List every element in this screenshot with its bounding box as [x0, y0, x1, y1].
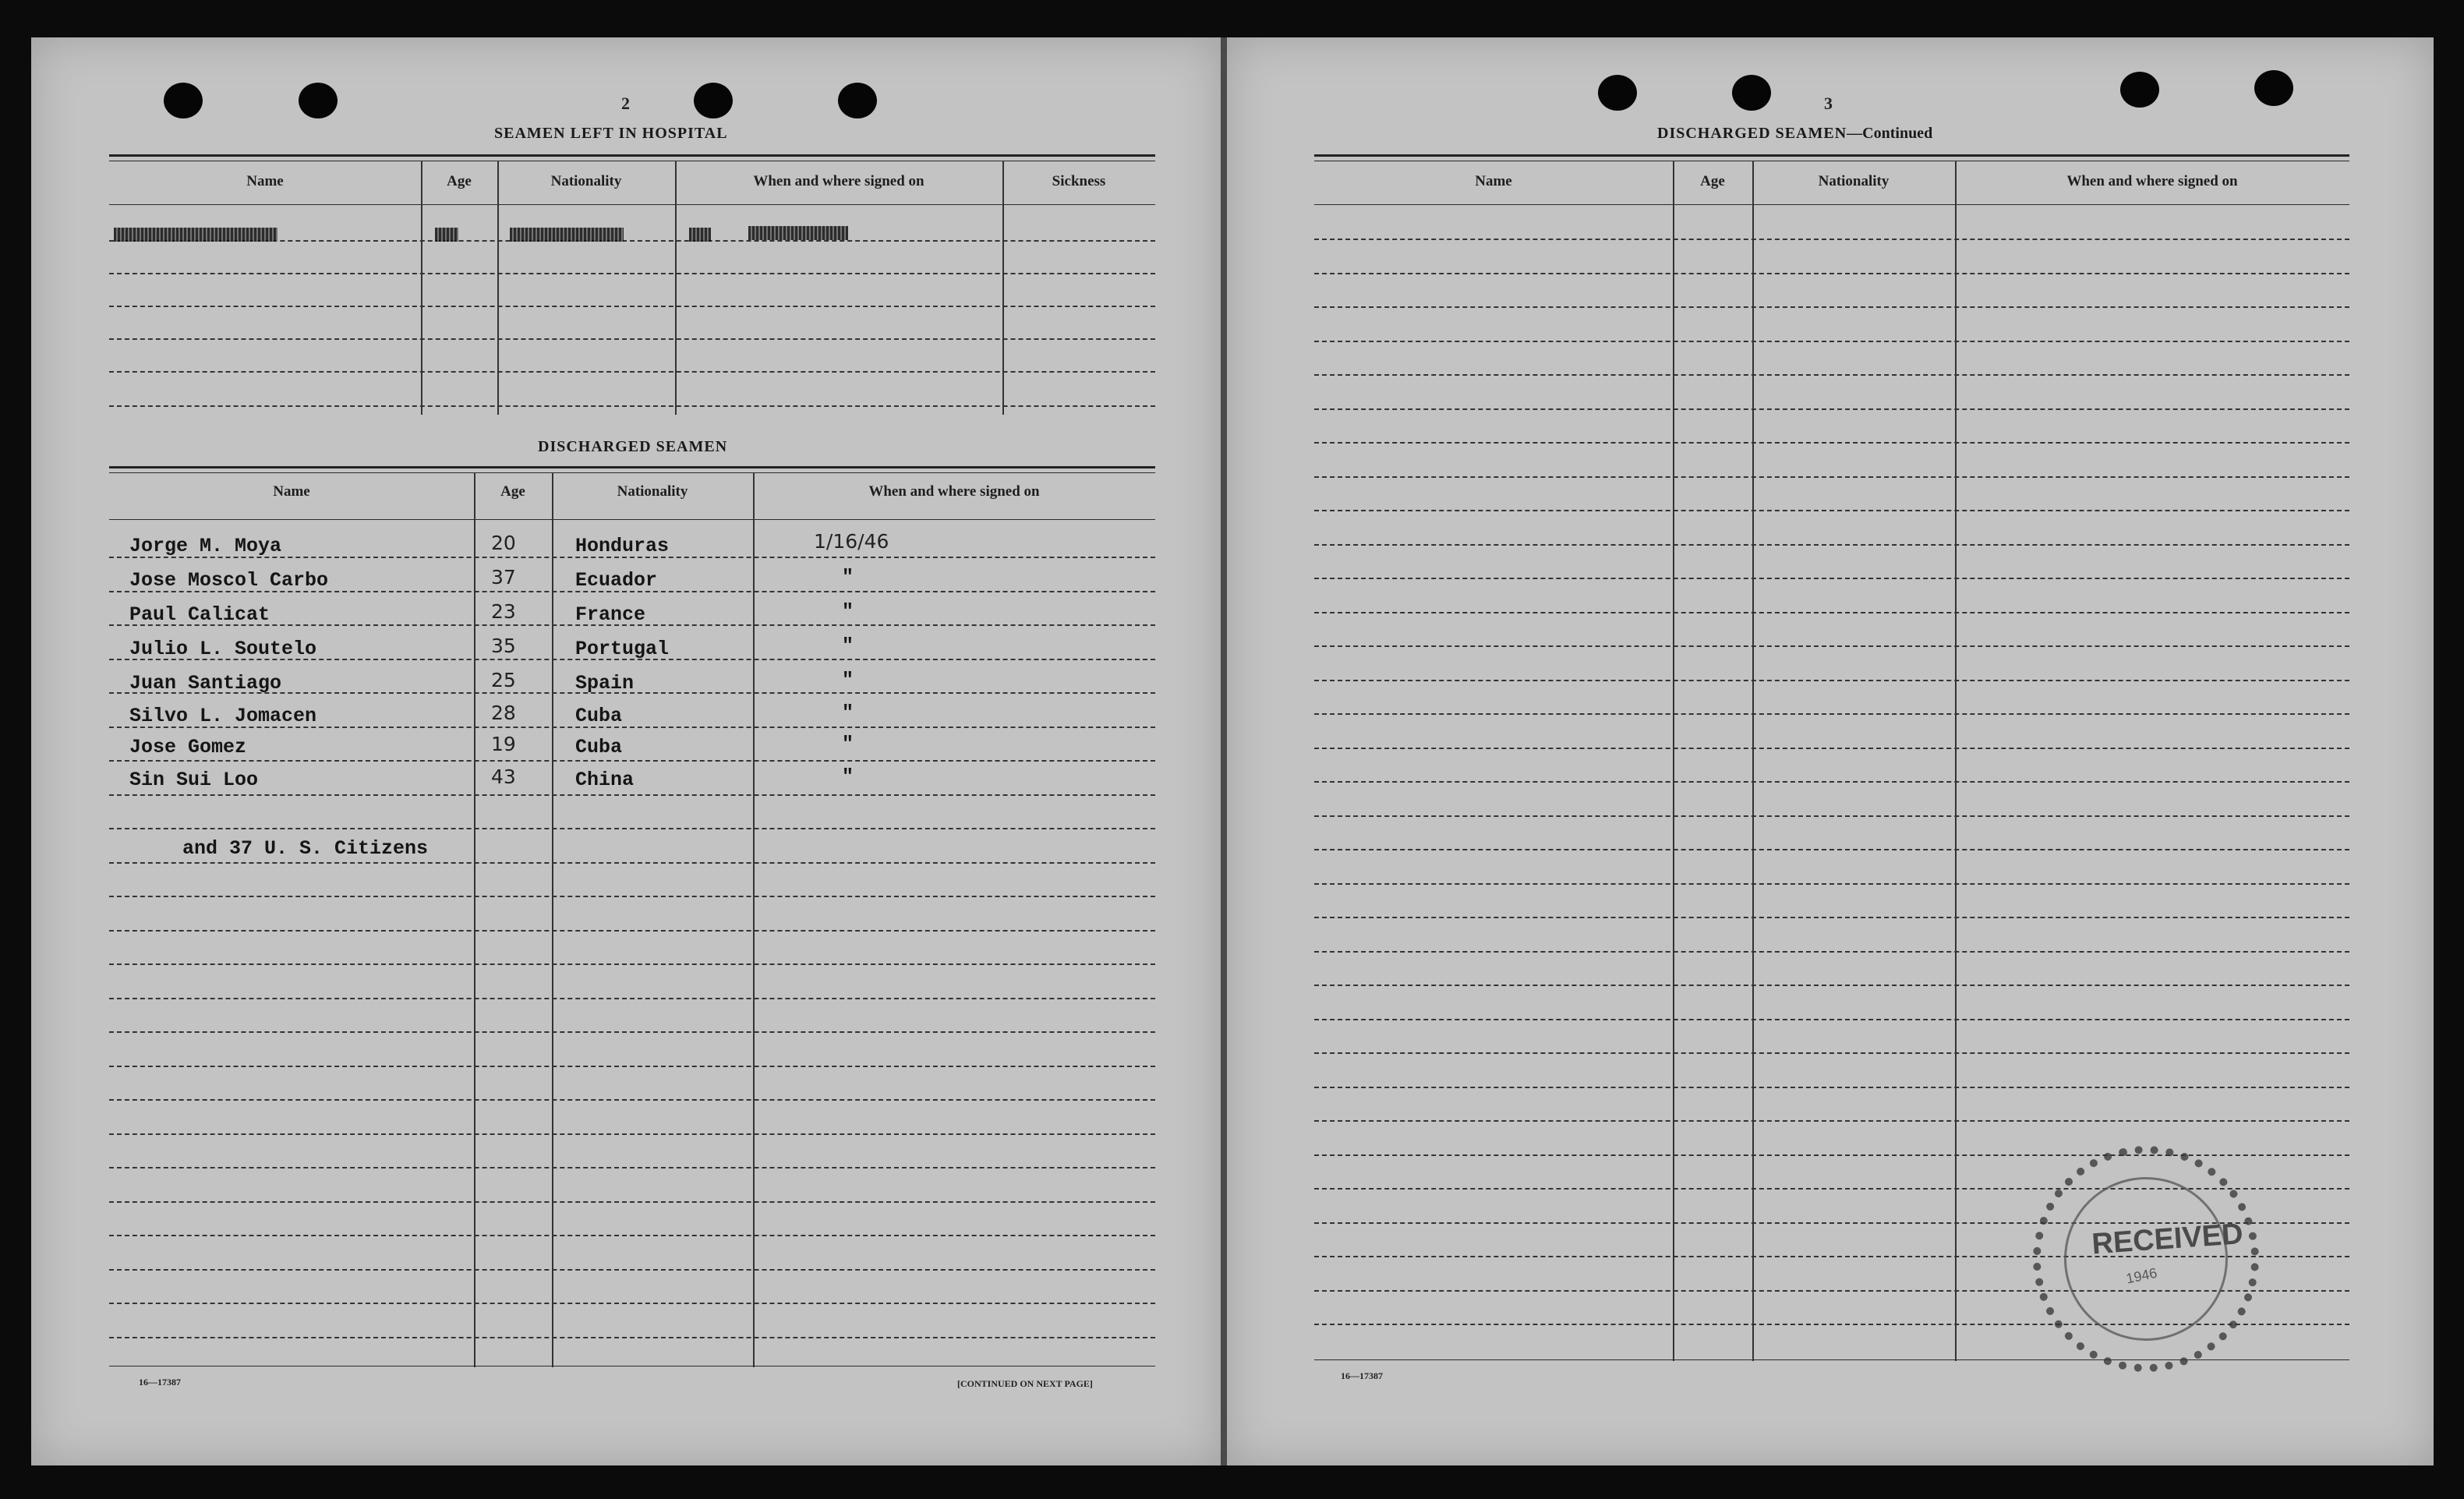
- page-number: 2: [621, 94, 630, 113]
- row-line: [109, 1099, 1155, 1101]
- row-line: [1314, 239, 2349, 240]
- continued-note: [CONTINUED ON NEXT PAGE]: [957, 1378, 1093, 1389]
- row-line: [1314, 442, 2349, 444]
- row-line: [1314, 781, 2349, 783]
- row-line: [1314, 544, 2349, 546]
- seaman-name: Silvo L. Jomacen: [129, 705, 317, 727]
- row-line: [1314, 985, 2349, 986]
- seaman-age: 37: [491, 566, 516, 589]
- row-line: [109, 1167, 1155, 1168]
- row-line: [1314, 510, 2349, 511]
- seaman-age: 19: [491, 733, 516, 755]
- col-header-signed-on: When and where signed on: [2066, 173, 2238, 189]
- row-line: [1314, 374, 2349, 376]
- col-header-sickness: Sickness: [1052, 173, 1106, 189]
- row-line: [109, 1303, 1155, 1304]
- col-header-name: Name: [246, 173, 284, 189]
- seaman-nationality: Cuba: [575, 736, 623, 758]
- stamp-year: 1946: [2124, 1264, 2159, 1287]
- struck-out-entry: [510, 228, 624, 242]
- row-line: [109, 1235, 1155, 1236]
- row-line: [1314, 578, 2349, 579]
- seaman-nationality: Ecuador: [575, 569, 658, 592]
- col-header-signed-on: When and where signed on: [753, 173, 924, 189]
- row-line: [109, 760, 1155, 762]
- row-line: [1314, 1120, 2349, 1122]
- row-line: [1314, 1019, 2349, 1020]
- seaman-nationality: Honduras: [575, 535, 670, 557]
- col-header-name: Name: [273, 483, 310, 500]
- seaman-age: 20: [491, 532, 516, 554]
- punch-hole: [694, 83, 733, 118]
- row-line: [109, 1066, 1155, 1067]
- punch-hole: [838, 83, 877, 118]
- page-number: 3: [1824, 94, 1833, 113]
- seaman-age: 35: [491, 635, 516, 657]
- col-header-age: Age: [447, 173, 472, 189]
- signed-on: ": [842, 733, 854, 755]
- row-line: [1314, 645, 2349, 647]
- row-line: [1314, 1154, 2349, 1156]
- discharged-section-title: DISCHARGED SEAMEN: [538, 438, 728, 455]
- seaman-name: Julio L. Soutelo: [129, 638, 317, 660]
- punch-hole: [2120, 72, 2159, 108]
- discharged-continued-title: [1657, 125, 1932, 143]
- signed-on: 1/16/46: [814, 530, 889, 553]
- seaman-name: Sin Sui Loo: [129, 769, 259, 791]
- row-line: [1314, 883, 2349, 885]
- col-header-nationality: Nationality: [550, 173, 622, 189]
- col-header-nationality: Nationality: [1818, 173, 1890, 189]
- struck-out-entry: [114, 228, 278, 242]
- row-line: [109, 1201, 1155, 1203]
- seaman-nationality: Portugal: [575, 638, 670, 660]
- row-line: [1314, 849, 2349, 850]
- row-line: [109, 828, 1155, 829]
- punch-hole: [1732, 75, 1771, 111]
- row-line: [1314, 680, 2349, 681]
- row-line: [1314, 306, 2349, 308]
- struck-out-entry: [689, 228, 711, 242]
- row-line: [1314, 1052, 2349, 1054]
- row-line: [1314, 713, 2349, 715]
- row-line: [1314, 815, 2349, 817]
- hospital-section-title: SEAMEN LEFT IN HOSPITAL: [494, 125, 728, 142]
- row-line: [109, 1269, 1155, 1271]
- seaman-name: Juan Santiago: [129, 672, 282, 695]
- row-line: [1314, 1087, 2349, 1088]
- seaman-name: Jose Moscol Carbo: [129, 569, 329, 592]
- seaman-nationality: Cuba: [575, 705, 623, 727]
- signed-on: ": [842, 702, 854, 724]
- col-header-signed-on: When and where signed on: [868, 483, 1040, 500]
- seaman-nationality: China: [575, 769, 635, 791]
- struck-out-entry: [435, 228, 458, 242]
- page-gutter: [1221, 37, 1227, 1465]
- row-line: [109, 963, 1155, 965]
- row-line: [109, 794, 1155, 796]
- row-line: [109, 1337, 1155, 1338]
- col-header-age: Age: [500, 483, 525, 500]
- row-line: [1314, 917, 2349, 918]
- row-line: [1314, 951, 2349, 953]
- seaman-name: Paul Calicat: [129, 603, 270, 626]
- signed-on: ": [842, 566, 854, 589]
- col-header-name: Name: [1475, 173, 1512, 189]
- signed-on: ": [842, 600, 854, 623]
- row-line: [1314, 273, 2349, 274]
- form-number: 16—17387: [1341, 1370, 1383, 1381]
- seaman-age: 28: [491, 702, 516, 724]
- seaman-age: 25: [491, 669, 516, 691]
- row-line: [109, 998, 1155, 999]
- seaman-nationality: France: [575, 603, 646, 626]
- punch-hole: [164, 83, 203, 118]
- table-top-rule: [109, 154, 1155, 157]
- signed-on: ": [842, 765, 854, 788]
- row-line: [109, 930, 1155, 932]
- seaman-age: 23: [491, 600, 516, 623]
- punch-hole: [299, 83, 338, 118]
- col-header-age: Age: [1700, 173, 1725, 189]
- row-line: [1314, 748, 2349, 749]
- seaman-age: 43: [491, 765, 516, 788]
- struck-out-entry: [748, 226, 848, 240]
- row-line: [109, 862, 1155, 864]
- row-line: [109, 1031, 1155, 1033]
- punch-hole: [2254, 70, 2293, 106]
- citizens-note: and 37 U. S. Citizens: [182, 837, 429, 860]
- row-line: [1314, 612, 2349, 613]
- row-line: [1314, 408, 2349, 410]
- title-main: DISCHARGED SEAMEN: [1657, 125, 1847, 142]
- signed-on: ": [842, 635, 854, 657]
- row-line: [109, 1133, 1155, 1135]
- seaman-name: Jose Gomez: [129, 736, 247, 758]
- row-line: [1314, 476, 2349, 478]
- col-header-nationality: Nationality: [617, 483, 688, 500]
- row-line: [109, 896, 1155, 897]
- form-number: 16—17387: [139, 1377, 181, 1388]
- seaman-nationality: Spain: [575, 672, 635, 695]
- signed-on: ": [842, 669, 854, 691]
- seaman-name: Jorge M. Moya: [129, 535, 282, 557]
- punch-hole: [1598, 75, 1637, 111]
- title-suffix: —Continued: [1847, 125, 1933, 142]
- row-line: [1314, 341, 2349, 342]
- stamp-word: RECEIVED: [2091, 1217, 2244, 1261]
